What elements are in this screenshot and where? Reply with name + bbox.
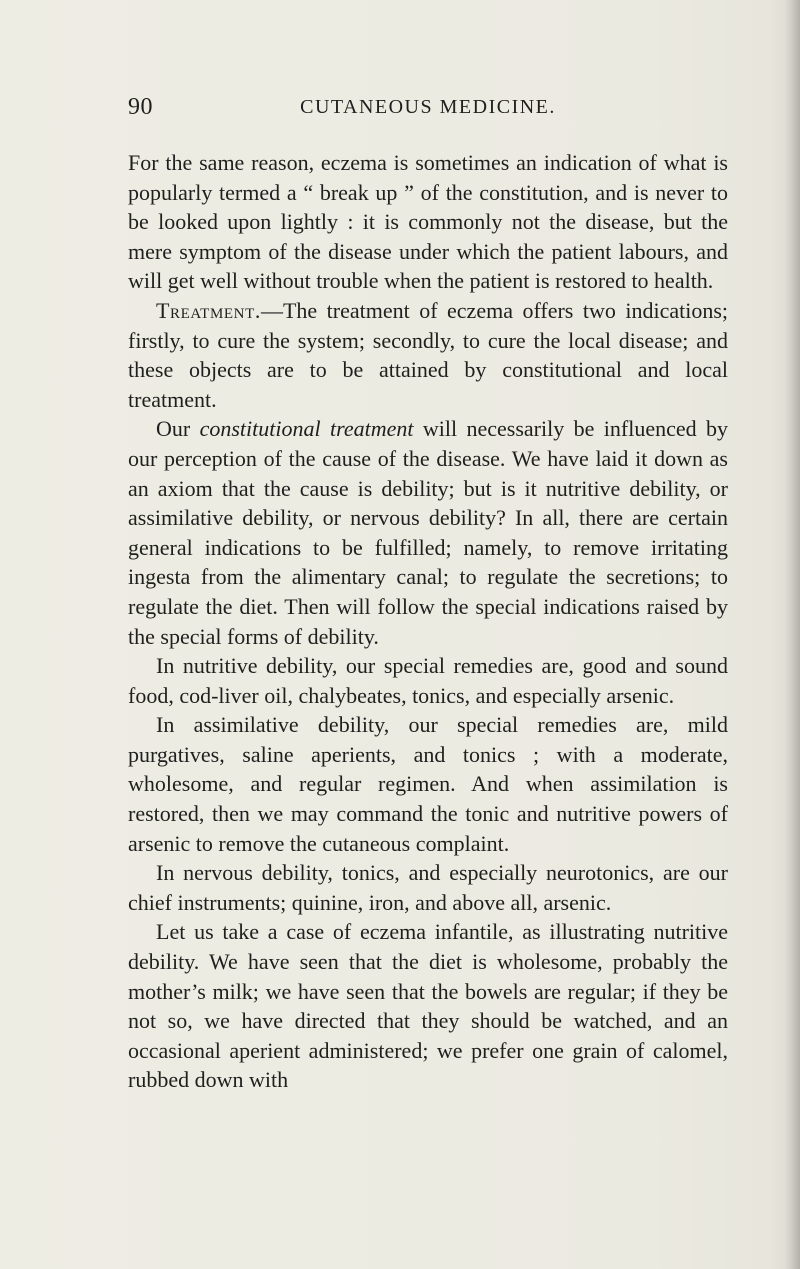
running-head: CUTANEOUS MEDICINE. [300, 96, 556, 118]
paragraph-constitutional-text: will necessarily be influenced by our perception of the cause of the disease. We have laid it down as an axiom that the cause is debility; but is it nutritive debility, or assimilative debility, or nervous debility? In all, there are certain general indications to be fulfilled; namely, to remove irritating ingesta from the alimentary canal; to regulate the secretions; to regulate the diet. Then will follow the special indications raised by the special forms of debility. [128, 416, 728, 649]
section-heading-treatment: Treatment. [156, 297, 261, 323]
page-number: 90 [128, 94, 153, 120]
paragraph-nutritive: In nutritive debility, our special remedies are, good and sound food, cod-liver oil, chalybeates, tonics, and especially arsenic. [128, 653, 728, 708]
paragraph-treatment [128, 296, 728, 414]
paragraph-nervous: In nervous debility, tonics, and especially neurotonics, are our chief instruments; quinine, iron, and above all, arsenic. [128, 860, 728, 915]
paragraph-case: Let us take a case of eczema infantile, as illustrating nutritive debility. We have seen that the diet is wholesome, probably the mother’s milk; we have seen that the bowels are regular; if they be not so, we have directed that they should be watched, and an occasional aperient administered; we prefer one grain of calomel, rubbed down with [128, 919, 728, 1093]
paragraph-1: For the same reason, eczema is sometimes an indication of what is popularly termed a “ break up ” of the constitution, and is never to be looked upon lightly : it is commonly not the disease, but the mere symptom of the disease under which the patient labours, and will get well without trouble when the patient is restored to health. [128, 150, 728, 294]
body-text [128, 148, 728, 1095]
paragraph-constitutional [128, 414, 728, 651]
italic-constitutional-treatment: constitutional treatment [199, 416, 414, 442]
page-edge-shadow [784, 0, 800, 1269]
paragraph-treatment-text: —The treatment of eczema offers two indications; firstly, to cure the system; secondly, to cure the local disease; and these objects are to be attained by constitutional and local treatment. [128, 297, 728, 412]
page-header [128, 92, 728, 122]
paragraph-constitutional-lead: Our [156, 416, 200, 442]
paragraph-assimilative: In assimilative debility, our special remedies are, mild purgatives, saline aperients, and tonics ; with a moderate, wholesome, and regular regimen. And when assimilation is restored, then we may command the tonic and nutritive powers of arsenic to remove the cutaneous complaint. [128, 712, 728, 856]
